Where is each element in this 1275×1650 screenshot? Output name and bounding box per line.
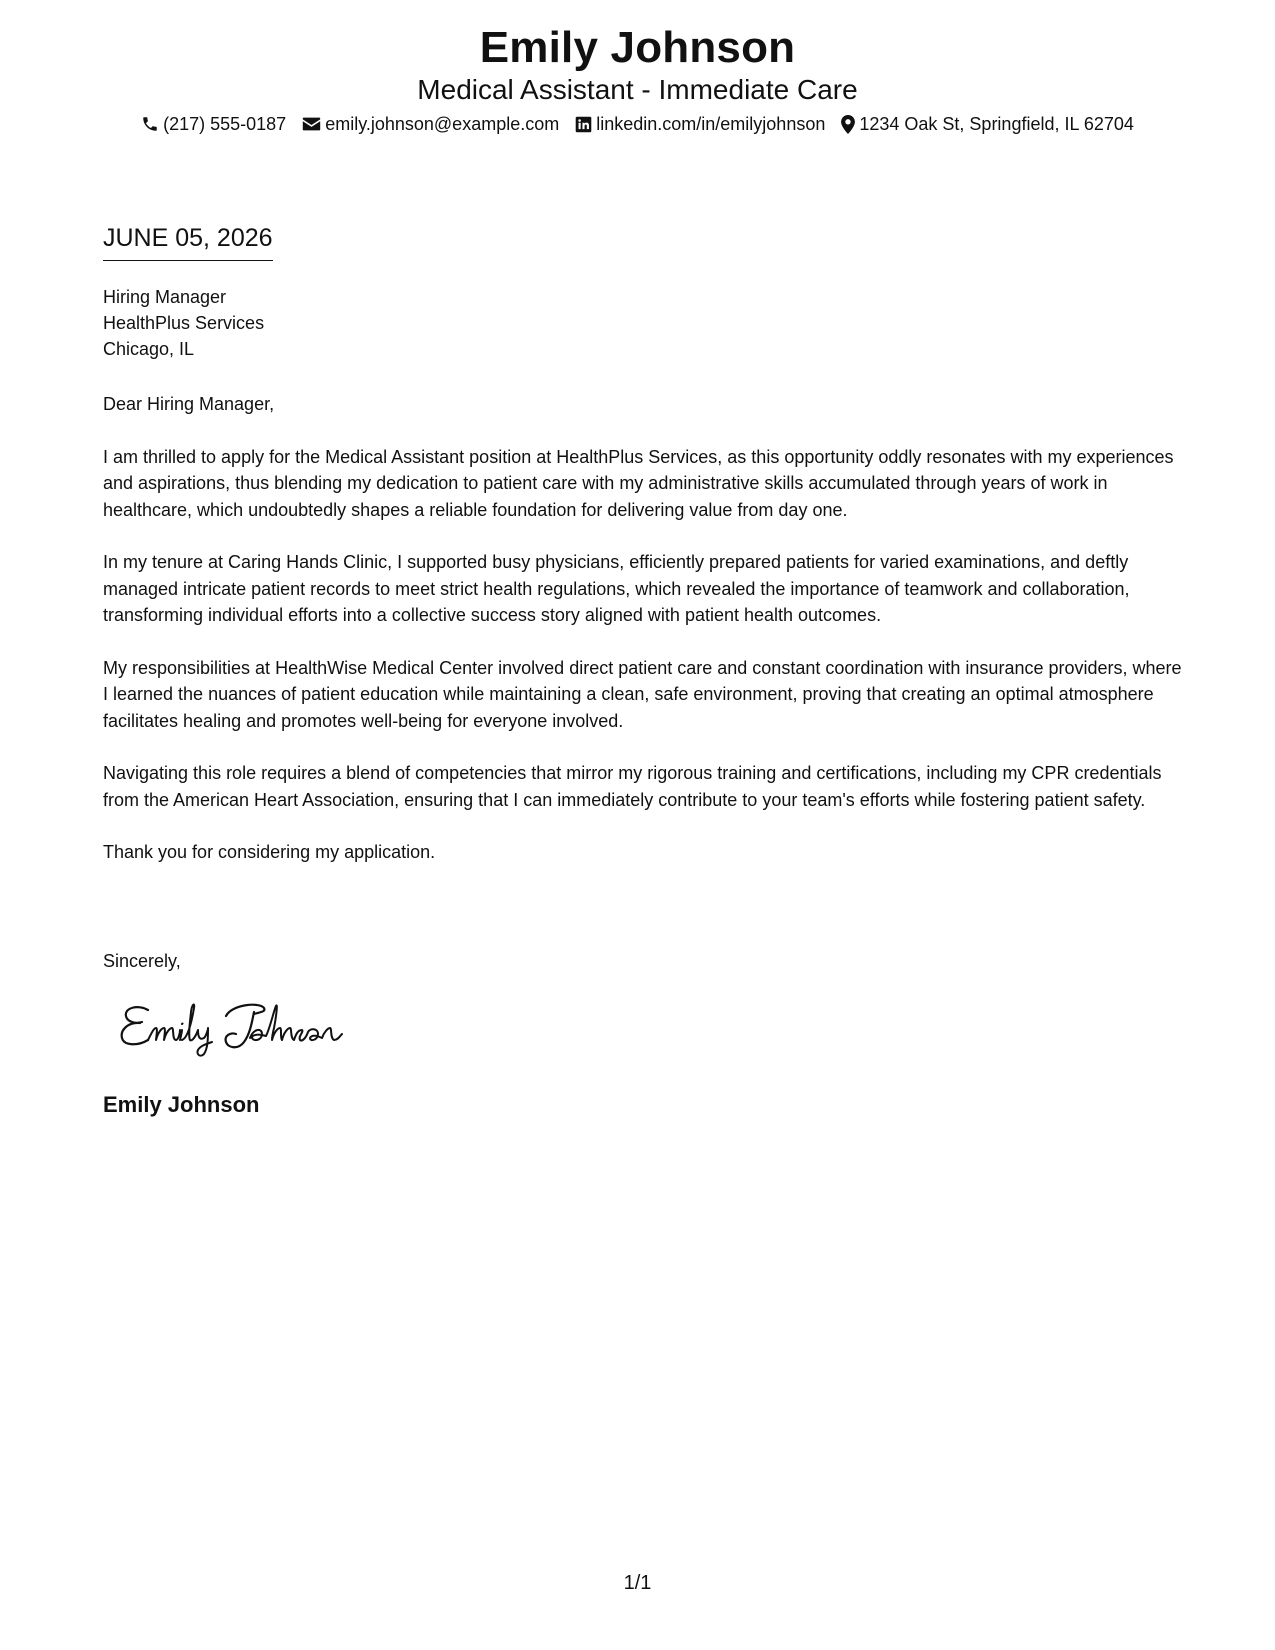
handwritten-signature xyxy=(118,998,358,1058)
body-paragraph-4: Navigating this role requires a blend of competencies that mirror my rigorous training and certifications, including my CPR credentials from the American Heart Association, ensuring that I can immediately contribute to your team's efforts while fostering patient safety. xyxy=(103,763,1162,810)
letter-date: JUNE 05, 2026 xyxy=(103,222,273,261)
body-paragraph-3: My responsibilities at HealthWise Medical Center involved direct patient care and constant coordination with insurance providers, where I learned the nuances of patient education while maintaining a clean, safe environment, proving that creating an optimal atmosphere facilitates healing and promotes well-being for everyone involved. xyxy=(103,657,1182,731)
envelope-icon xyxy=(302,116,321,132)
contact-info xyxy=(0,111,1275,137)
recipient-company: HealthPlus Services xyxy=(103,313,265,333)
phone-number: (217) 555-0187 xyxy=(163,114,287,134)
body-paragraph-1: I am thrilled to apply for the Medical Assistant position at HealthPlus Services, as this opportunity oddly resonates with my experiences and aspirations, thus blending my dedication to patient care with my administrative skills accumulated through years of work in healthcare, which undoubtedly shapes a reliable foundation for delivering value from day one. xyxy=(103,446,1174,520)
body-paragraph-5: Thank you for considering my application. xyxy=(103,842,436,862)
body-paragraph-2: In my tenure at Caring Hands Clinic, I supported busy physicians, efficiently prepared patients for varied examinations, and deftly managed intricate patient records to meet strict health regulations, which revealed the importance of teamwork and collaboration, transforming individual efforts into a collective success story aligned with patient health outcomes. xyxy=(103,552,1130,625)
contact-linkedin[interactable] xyxy=(575,111,825,137)
page-number: 1/1 xyxy=(623,1572,652,1594)
closing: Sincerely, xyxy=(103,951,181,971)
recipient-location: Chicago, IL xyxy=(103,339,195,359)
job-title: Medical Assistant - Immediate Care xyxy=(417,74,858,105)
linkedin-url: linkedin.com/in/emilyjohnson xyxy=(596,114,826,134)
contact-email[interactable] xyxy=(302,111,559,137)
linkedin-icon xyxy=(575,116,592,133)
email-address: emily.johnson@example.com xyxy=(325,114,560,134)
street-address: 1234 Oak St, Springfield, IL 62704 xyxy=(859,114,1134,134)
contact-address xyxy=(841,111,1134,137)
letter-header xyxy=(0,22,1275,137)
signer-name: Emily Johnson xyxy=(103,1092,260,1117)
applicant-name: Emily Johnson xyxy=(479,23,796,72)
phone-icon xyxy=(141,115,159,133)
recipient-title: Hiring Manager xyxy=(103,287,227,307)
recipient-address xyxy=(103,284,264,362)
letter-date-block xyxy=(103,222,273,261)
location-pin-icon xyxy=(841,115,855,134)
salutation: Dear Hiring Manager, xyxy=(103,394,275,414)
letter-body xyxy=(103,391,1183,892)
contact-phone[interactable] xyxy=(141,111,286,137)
